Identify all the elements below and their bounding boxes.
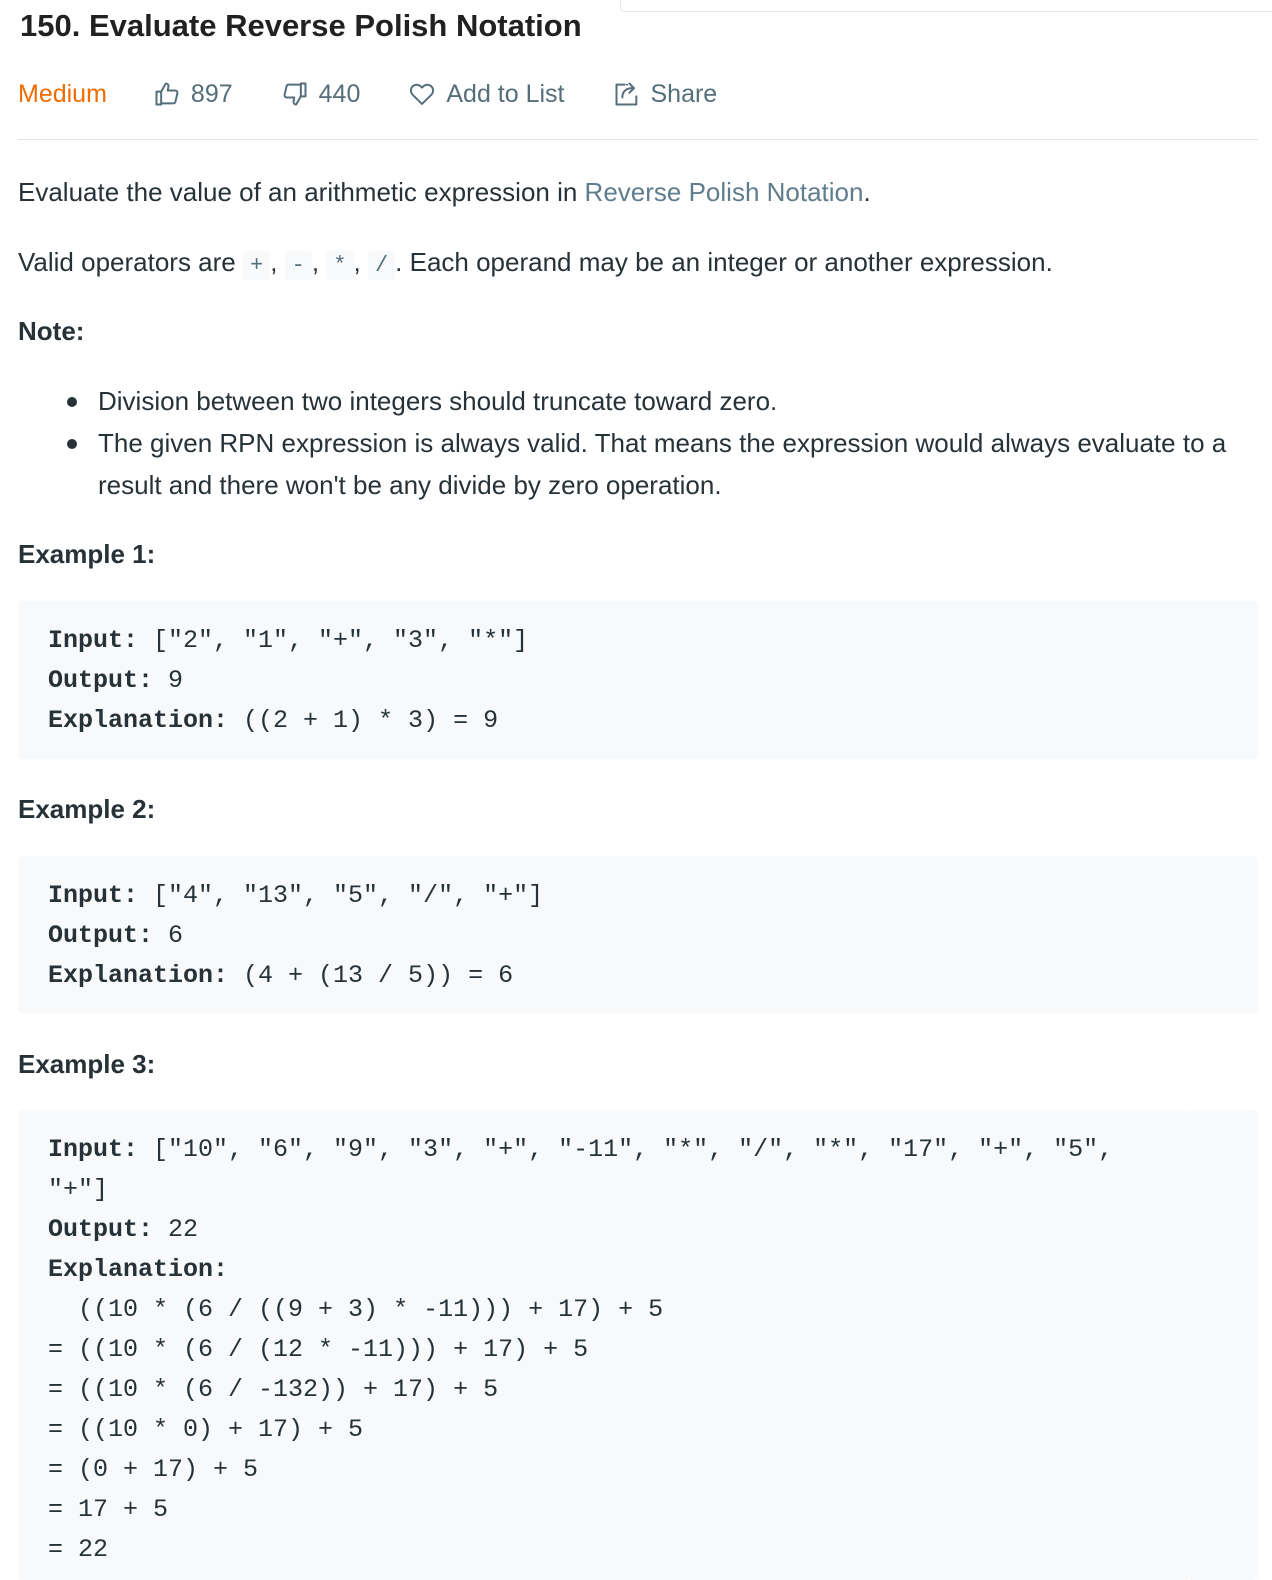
explanation-label: Explanation: [48, 706, 229, 735]
share-icon [613, 80, 641, 108]
operators-prefix: Valid operators are [18, 247, 243, 277]
example-1-input: ["2", "1", "+", "3", "*"] [138, 626, 529, 655]
example-3-explanation: ((10 * (6 / ((9 + 3) * -11))) + 17) + 5 = ((10 * (6 / (12 * -11))) + 17) + 5 = ((10 * (6 / -132)) + 17) + 5 = ((10 * 0) + 17) + 5 = (0 + 17) + 5 = 17 + 5 = 22 [48, 1295, 664, 1564]
note-list [18, 380, 1248, 506]
rpn-link[interactable]: Reverse Polish Notation [584, 177, 864, 207]
problem-title: 150. Evaluate Reverse Polish Notation [20, 8, 582, 43]
output-label: Output: [48, 1215, 154, 1244]
share-button[interactable] [613, 80, 718, 109]
operator-minus: - [285, 251, 312, 280]
like-count: 897 [190, 79, 233, 108]
intro-paragraph [18, 172, 871, 212]
example-3-block-edge [1190, 1110, 1258, 1580]
dislike-count: 440 [318, 79, 361, 108]
example-2-output: 6 [153, 921, 184, 950]
operator-plus: + [243, 251, 270, 280]
thumbs-down-icon [281, 80, 309, 108]
example-2-explanation: (4 + (13 / 5)) = 6 [228, 961, 514, 990]
example-3-output: 22 [153, 1215, 199, 1244]
example-1-explanation: ((2 + 1) * 3) = 9 [228, 706, 499, 735]
input-label: Input: [48, 626, 139, 655]
example-3-heading: Example 3: [18, 1049, 156, 1079]
add-to-list-label: Add to List [446, 79, 565, 108]
input-label: Input: [48, 881, 139, 910]
example-2-heading: Example 2: [18, 794, 156, 824]
list-item: Division between two integers should truncate toward zero. [98, 380, 1248, 422]
example-2-input: ["4", "13", "5", "/", "+"] [138, 881, 544, 910]
operator-divide: / [368, 251, 395, 280]
thumbs-up-icon [153, 80, 181, 108]
input-label: Input: [48, 1135, 139, 1164]
note-heading: Note: [18, 316, 85, 346]
example-3-input: ["10", "6", "9", "3", "+", "-11", "*", "/", "*", "17", "+", "5", "+"] [48, 1135, 1129, 1204]
output-label: Output: [48, 921, 154, 950]
dislike-button[interactable] [281, 80, 361, 109]
add-to-list-button[interactable] [408, 80, 564, 109]
top-panel-edge [620, 0, 1272, 12]
heart-icon [408, 80, 436, 108]
output-label: Output: [48, 666, 154, 695]
difficulty-badge: Medium [18, 79, 107, 108]
example-1-output: 9 [153, 666, 184, 695]
operators-paragraph: Valid operators are + , - , * , / . Each operand may be an integer or another expression. [18, 247, 1053, 278]
example-1-heading: Example 1: [18, 539, 156, 569]
like-button[interactable] [153, 80, 233, 109]
problem-meta-bar [18, 76, 765, 112]
meta-divider [18, 139, 1258, 140]
intro-text: Evaluate the value of an arithmetic expression in [18, 177, 585, 207]
example-2-block [18, 856, 1258, 1014]
list-item: The given RPN expression is always valid. That means the expression would always evaluate to a result and there won't be any divide by zero operation. [98, 422, 1248, 506]
share-label: Share [650, 79, 718, 108]
explanation-label: Explanation: [48, 1255, 229, 1284]
example-3-block [18, 1110, 1190, 1580]
intro-period: . [863, 177, 871, 207]
operators-suffix: . Each operand may be an integer or another expression. [395, 247, 1053, 277]
explanation-label: Explanation: [48, 961, 229, 990]
example-1-block [18, 601, 1258, 759]
operator-multiply: * [326, 251, 353, 280]
